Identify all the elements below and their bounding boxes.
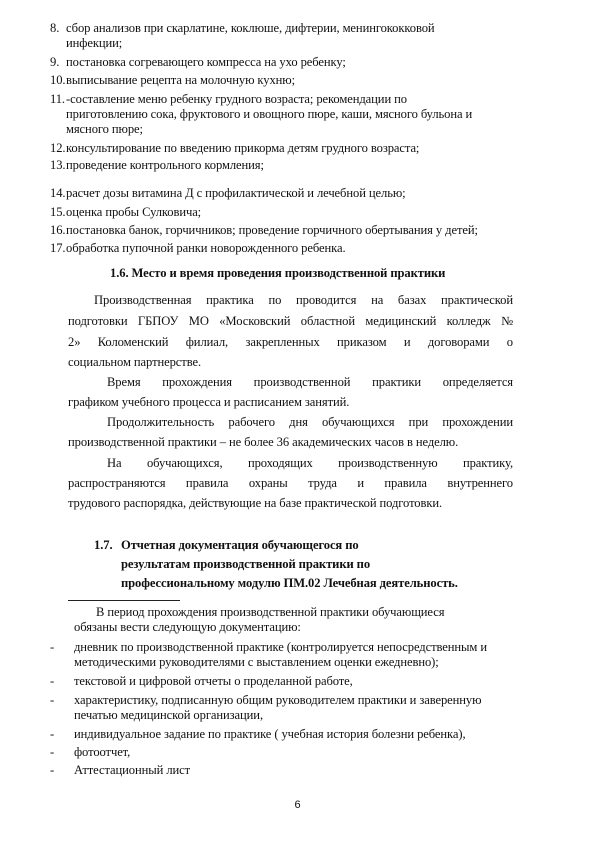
bullet-dash: - — [50, 693, 55, 707]
list-item-number: 8. — [50, 21, 60, 35]
bullet-dash: - — [50, 763, 55, 777]
list-item-text: приготовлению сока, фруктового и овощного пюре, каши, мясного бульона и — [66, 107, 473, 121]
page-number: 6 — [294, 799, 301, 811]
list-item-text: проведение контрольного кормления; — [66, 158, 264, 172]
paragraph-line: Продолжительность рабочего дня обучающихся при прохождении — [107, 415, 513, 429]
list-item-text: постановка согревающего компресса на ухо ребенку; — [66, 55, 346, 69]
paragraph-line: Время прохождения производственной практики определяется — [107, 375, 513, 389]
section-heading: Отчетная документация обучающегося по — [121, 538, 359, 552]
paragraph-line: подготовки ГБПОУ МО «Московский областной медицинский колледж № — [68, 314, 513, 328]
bullet-text: индивидуальное задание по практике ( учебная история болезни ребенка), — [74, 727, 466, 741]
section-number: 1.7. — [94, 538, 113, 552]
bullet-dash: - — [50, 727, 55, 741]
list-item-text: -составление меню ребенку грудного возраста; рекомендации по — [66, 92, 407, 106]
list-item-text: выписывание рецепта на молочную кухню; — [66, 73, 296, 87]
list-item-number: 9. — [50, 55, 60, 69]
list-item-text: обработка пупочной ранки новорожденного ребенка. — [66, 241, 346, 255]
section-heading: результатам производственной практики по — [121, 557, 371, 571]
list-item-number: 16. — [50, 223, 66, 237]
list-item-number: 15. — [50, 205, 66, 219]
list-item-text: мясного пюре; — [66, 122, 143, 136]
bullet-dash: - — [50, 745, 55, 759]
list-item-number: 14. — [50, 186, 66, 200]
list-item-text: сбор анализов при скарлатине, коклюше, дифтерии, менингококковой — [66, 21, 435, 35]
section-heading: 1.6. Место и время проведения производственной практики — [110, 266, 446, 280]
bullet-text: Аттестационный лист — [74, 763, 191, 777]
list-item-text: инфекции; — [66, 36, 123, 50]
paragraph-line: обязаны вести следующую документацию: — [74, 620, 301, 634]
paragraph-line: Производственная практика по проводится на базах практической — [94, 293, 513, 307]
list-item-text: консультирование по введению прикорма детям грудного возраста; — [66, 141, 420, 155]
bullet-text: фотоотчет, — [74, 745, 131, 759]
list-item-number: 10. — [50, 73, 66, 87]
bullet-text: текстовой и цифровой отчеты о проделанной работе, — [74, 674, 353, 688]
list-item-number: 12. — [50, 141, 66, 155]
paragraph-line: В период прохождения производственной практики обучающиеся — [96, 605, 445, 619]
list-item-number: 13. — [50, 158, 66, 172]
paragraph-line: На обучающихся, проходящих производственную практику, — [107, 456, 513, 470]
list-item-number: 11. — [50, 92, 65, 106]
bullet-text: дневник по производственной практике (контролируется непосредственным и — [74, 640, 487, 654]
paragraph-line: социальном партнерстве. — [68, 355, 202, 369]
paragraph-line: трудового распорядка, действующие на базе практической подготовки. — [68, 496, 443, 510]
paragraph-line: графиком учебного процесса и расписанием занятий. — [68, 395, 350, 409]
bullet-text: характеристику, подписанную общим руководителем практики и заверенную — [74, 693, 482, 707]
list-item-text: оценка пробы Сулковича; — [66, 205, 202, 219]
bullet-text: печатью медицинской организации, — [74, 708, 263, 722]
paragraph-line: 2» Коломенский филиал, закрепленных приказом и договорами о — [68, 335, 513, 349]
list-item-text: расчет дозы витамина Д с профилактической и лечебной целью; — [66, 186, 406, 200]
paragraph-line: производственной практики – не более 36 академических часов в неделю. — [68, 435, 459, 449]
separator-line — [68, 600, 180, 601]
bullet-dash: - — [50, 674, 55, 688]
list-item-text: постановка банок, горчичников; проведение горчичного обертывания у детей; — [66, 223, 478, 237]
paragraph-line: распространяются правила охраны труда и правила внутреннего — [68, 476, 513, 490]
list-item-number: 17. — [50, 241, 66, 255]
section-heading: профессиональному модулю ПМ.02 Лечебная деятельность. — [121, 576, 458, 590]
bullet-text: методическими руководителями с выставлением оценки ежедневно); — [74, 655, 439, 669]
bullet-dash: - — [50, 640, 55, 654]
